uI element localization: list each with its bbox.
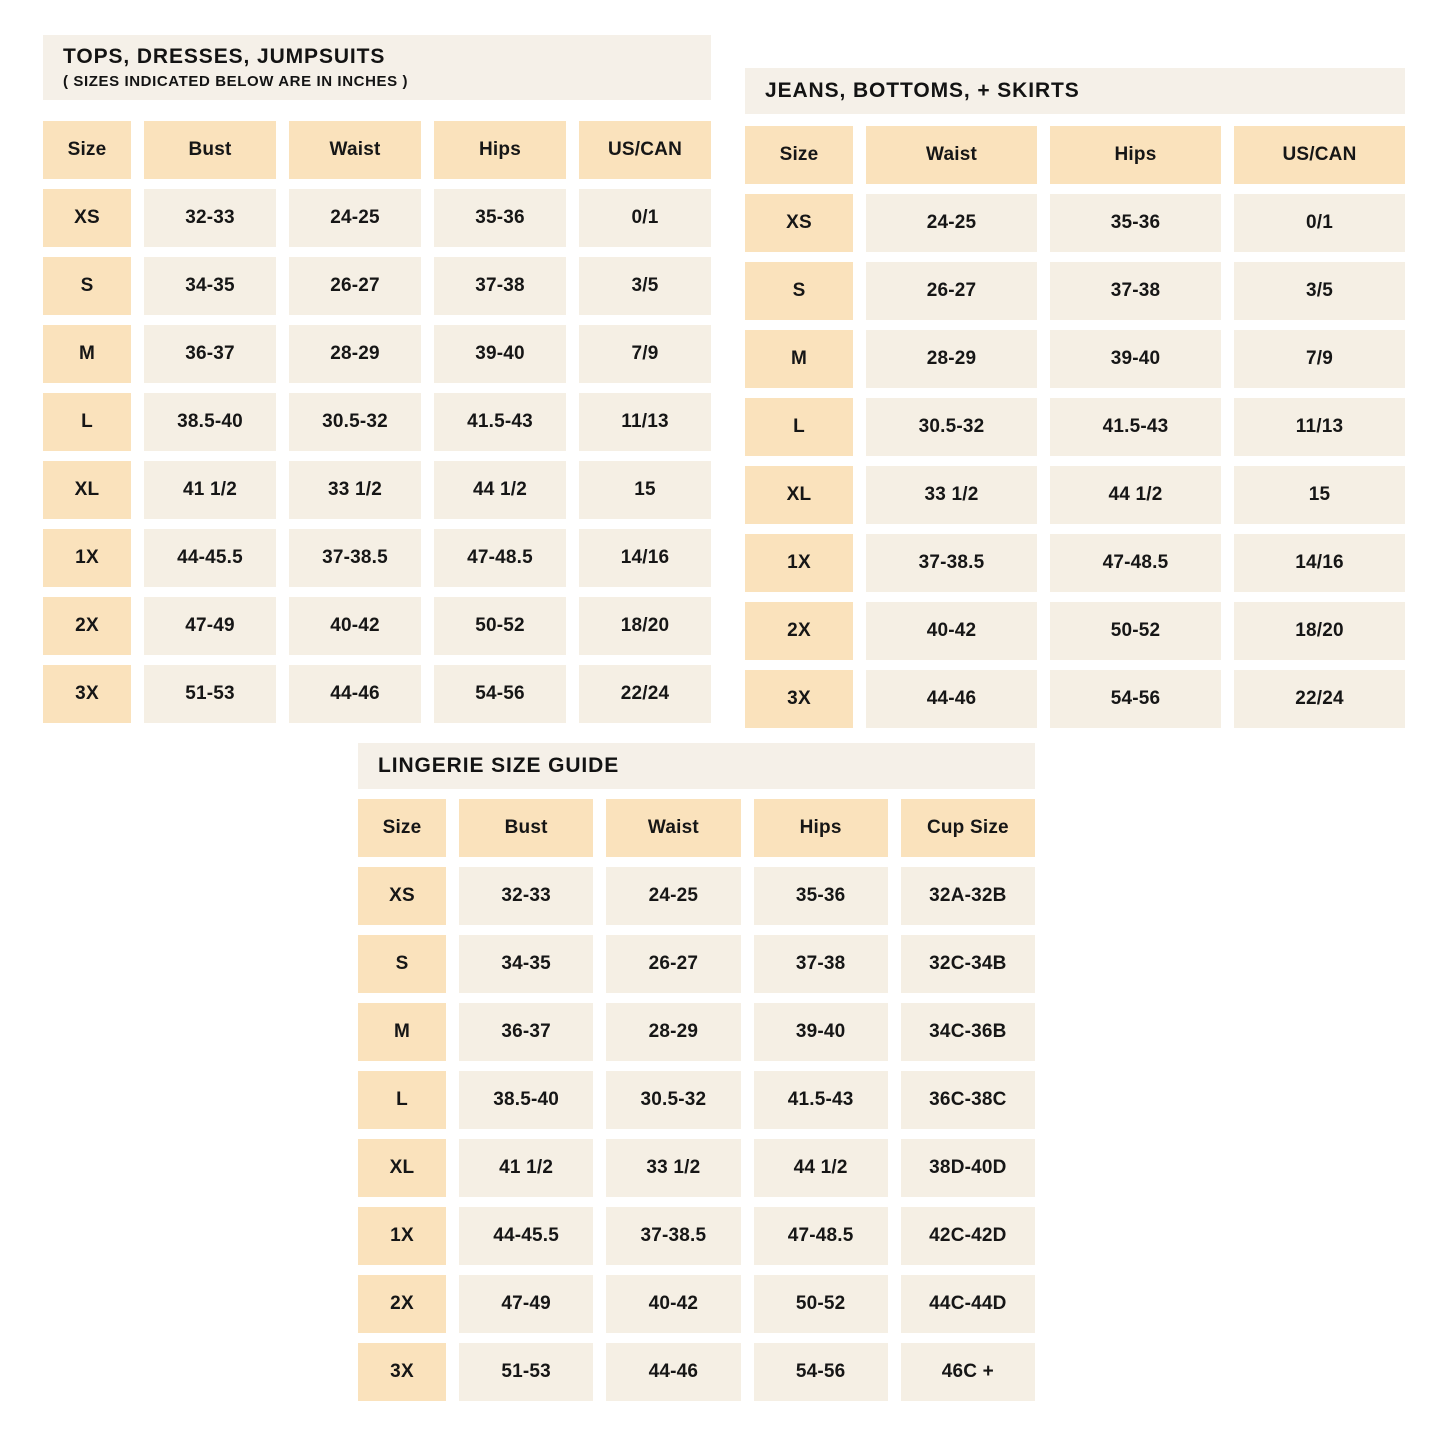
size-cell: S: [358, 935, 446, 993]
size-cell: 2X: [358, 1275, 446, 1333]
size-cell: 1X: [745, 534, 853, 592]
data-cell: 18/20: [1234, 602, 1405, 660]
size-cell: 3X: [745, 670, 853, 728]
data-cell: 39-40: [1050, 330, 1221, 388]
data-cell: 3/5: [1234, 262, 1405, 320]
data-cell: 26-27: [866, 262, 1037, 320]
data-cell: 44-45.5: [459, 1207, 593, 1265]
data-cell: 36-37: [459, 1003, 593, 1061]
data-cell: 34-35: [144, 257, 276, 315]
column-header: Waist: [866, 126, 1037, 184]
data-cell: 28-29: [866, 330, 1037, 388]
data-cell: 44-46: [606, 1343, 740, 1401]
data-cell: 41.5-43: [1050, 398, 1221, 456]
size-cell: L: [43, 393, 131, 451]
size-cell: L: [745, 398, 853, 456]
size-cell: 1X: [358, 1207, 446, 1265]
data-cell: 30.5-32: [606, 1071, 740, 1129]
data-cell: 28-29: [606, 1003, 740, 1061]
size-grid: [745, 126, 1405, 728]
data-cell: 24-25: [606, 867, 740, 925]
lingerie-size-guide-table: [358, 743, 1035, 1401]
size-cell: XL: [745, 466, 853, 524]
column-header: Hips: [754, 799, 888, 857]
data-cell: 24-25: [289, 189, 421, 247]
column-header: Bust: [459, 799, 593, 857]
data-cell: 47-48.5: [754, 1207, 888, 1265]
data-cell: 11/13: [579, 393, 711, 451]
data-cell: 32-33: [144, 189, 276, 247]
size-grid: [43, 121, 711, 723]
data-cell: 26-27: [289, 257, 421, 315]
data-cell: 38.5-40: [144, 393, 276, 451]
data-cell: 30.5-32: [289, 393, 421, 451]
data-cell: 44-45.5: [144, 529, 276, 587]
data-cell: 0/1: [579, 189, 711, 247]
table-title: TOPS, DRESSES, JUMPSUITS: [63, 45, 386, 68]
size-cell: 3X: [43, 665, 131, 723]
data-cell: 33 1/2: [606, 1139, 740, 1197]
data-cell: 51-53: [459, 1343, 593, 1401]
size-cell: M: [43, 325, 131, 383]
data-cell: 40-42: [289, 597, 421, 655]
data-cell: 15: [1234, 466, 1405, 524]
data-cell: 44 1/2: [754, 1139, 888, 1197]
data-cell: 36C-38C: [901, 1071, 1035, 1129]
data-cell: 22/24: [1234, 670, 1405, 728]
size-cell: M: [745, 330, 853, 388]
data-cell: 32-33: [459, 867, 593, 925]
size-cell: M: [358, 1003, 446, 1061]
data-cell: 37-38.5: [606, 1207, 740, 1265]
column-header: US/CAN: [1234, 126, 1405, 184]
data-cell: 34-35: [459, 935, 593, 993]
data-cell: 47-48.5: [1050, 534, 1221, 592]
size-grid: [358, 799, 1035, 1401]
data-cell: 41 1/2: [459, 1139, 593, 1197]
data-cell: 32A-32B: [901, 867, 1035, 925]
size-cell: L: [358, 1071, 446, 1129]
column-header: Waist: [606, 799, 740, 857]
data-cell: 11/13: [1234, 398, 1405, 456]
data-cell: 44 1/2: [434, 461, 566, 519]
column-header: Hips: [1050, 126, 1221, 184]
data-cell: 44 1/2: [1050, 466, 1221, 524]
size-cell: 3X: [358, 1343, 446, 1401]
data-cell: 40-42: [866, 602, 1037, 660]
data-cell: 40-42: [606, 1275, 740, 1333]
data-cell: 0/1: [1234, 194, 1405, 252]
column-header: Waist: [289, 121, 421, 179]
data-cell: 39-40: [754, 1003, 888, 1061]
data-cell: 54-56: [434, 665, 566, 723]
data-cell: 7/9: [579, 325, 711, 383]
data-cell: 33 1/2: [289, 461, 421, 519]
size-cell: XL: [43, 461, 131, 519]
table-subtitle: ( SIZES INDICATED BELOW ARE IN INCHES ): [63, 73, 409, 91]
column-header: Cup Size: [901, 799, 1035, 857]
data-cell: 50-52: [1050, 602, 1221, 660]
column-header: US/CAN: [579, 121, 711, 179]
data-cell: 41.5-43: [434, 393, 566, 451]
size-cell: S: [745, 262, 853, 320]
data-cell: 35-36: [754, 867, 888, 925]
data-cell: 18/20: [579, 597, 711, 655]
data-cell: 32C-34B: [901, 935, 1035, 993]
data-cell: 15: [579, 461, 711, 519]
data-cell: 35-36: [1050, 194, 1221, 252]
data-cell: 37-38.5: [289, 529, 421, 587]
data-cell: 30.5-32: [866, 398, 1037, 456]
column-header: Bust: [144, 121, 276, 179]
size-cell: 2X: [43, 597, 131, 655]
column-header: Size: [358, 799, 446, 857]
data-cell: 47-49: [459, 1275, 593, 1333]
data-cell: 14/16: [579, 529, 711, 587]
data-cell: 47-49: [144, 597, 276, 655]
data-cell: 33 1/2: [866, 466, 1037, 524]
table-title-banner: [358, 743, 1035, 789]
data-cell: 37-38: [754, 935, 888, 993]
data-cell: 26-27: [606, 935, 740, 993]
size-cell: XL: [358, 1139, 446, 1197]
data-cell: 28-29: [289, 325, 421, 383]
data-cell: 35-36: [434, 189, 566, 247]
size-cell: XS: [745, 194, 853, 252]
data-cell: 50-52: [754, 1275, 888, 1333]
size-cell: S: [43, 257, 131, 315]
data-cell: 46C +: [901, 1343, 1035, 1401]
table-title-banner: [43, 35, 711, 100]
size-cell: 2X: [745, 602, 853, 660]
data-cell: 51-53: [144, 665, 276, 723]
column-header: Size: [745, 126, 853, 184]
data-cell: 39-40: [434, 325, 566, 383]
data-cell: 3/5: [579, 257, 711, 315]
data-cell: 44-46: [866, 670, 1037, 728]
data-cell: 36-37: [144, 325, 276, 383]
data-cell: 37-38: [434, 257, 566, 315]
data-cell: 44-46: [289, 665, 421, 723]
column-header: Size: [43, 121, 131, 179]
data-cell: 38.5-40: [459, 1071, 593, 1129]
data-cell: 24-25: [866, 194, 1037, 252]
data-cell: 34C-36B: [901, 1003, 1035, 1061]
size-cell: XS: [43, 189, 131, 247]
table-title-banner: [745, 68, 1405, 114]
table-title: JEANS, BOTTOMS, + SKIRTS: [765, 79, 1080, 102]
jeans-bottoms-skirts-table: [745, 68, 1405, 728]
data-cell: 47-48.5: [434, 529, 566, 587]
data-cell: 54-56: [754, 1343, 888, 1401]
data-cell: 50-52: [434, 597, 566, 655]
tops-dresses-jumpsuits-table: [43, 35, 711, 723]
data-cell: 22/24: [579, 665, 711, 723]
data-cell: 44C-44D: [901, 1275, 1035, 1333]
data-cell: 41 1/2: [144, 461, 276, 519]
size-cell: 1X: [43, 529, 131, 587]
data-cell: 42C-42D: [901, 1207, 1035, 1265]
size-cell: XS: [358, 867, 446, 925]
data-cell: 14/16: [1234, 534, 1405, 592]
data-cell: 54-56: [1050, 670, 1221, 728]
data-cell: 41.5-43: [754, 1071, 888, 1129]
data-cell: 38D-40D: [901, 1139, 1035, 1197]
data-cell: 7/9: [1234, 330, 1405, 388]
data-cell: 37-38.5: [866, 534, 1037, 592]
column-header: Hips: [434, 121, 566, 179]
data-cell: 37-38: [1050, 262, 1221, 320]
table-title: LINGERIE SIZE GUIDE: [378, 754, 620, 777]
